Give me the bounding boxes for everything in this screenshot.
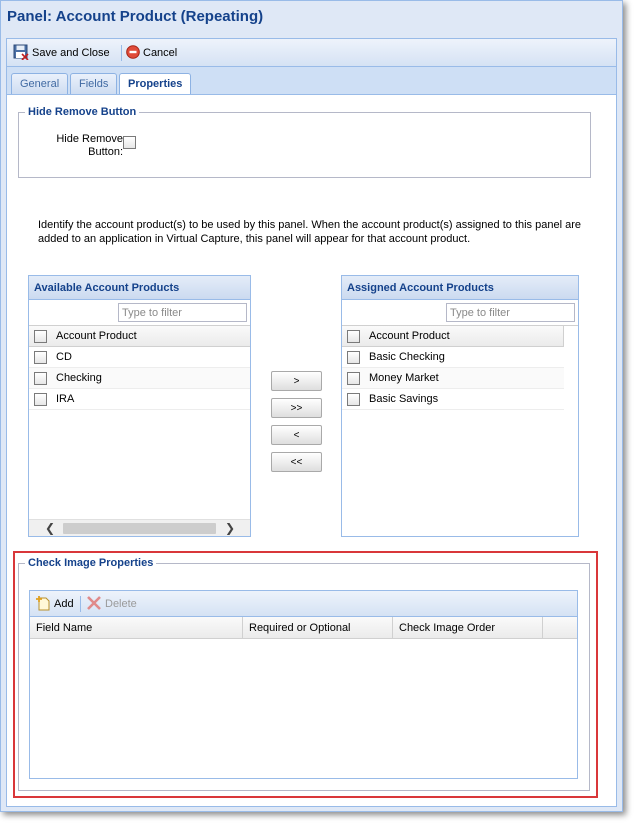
row-checkbox[interactable]	[34, 393, 47, 406]
delete-icon	[86, 595, 102, 614]
check-image-legend: Check Image Properties	[28, 557, 154, 569]
tab-general[interactable]: General	[11, 73, 68, 95]
hide-remove-label: Hide Remove Button:	[56, 133, 123, 158]
assigned-row-label: Basic Checking	[369, 351, 445, 363]
column-required-or-optional[interactable]: Required or Optional	[243, 617, 393, 639]
scroll-right-icon[interactable]: ❯	[225, 521, 236, 535]
available-column-label: Account Product	[56, 330, 137, 342]
available-row-label: IRA	[56, 393, 75, 405]
remove-selected-button[interactable]: <	[271, 425, 322, 445]
toolbar-separator	[121, 45, 122, 61]
check-image-grid	[29, 617, 578, 779]
delete-button[interactable]	[86, 596, 137, 612]
row-checkbox[interactable]	[347, 393, 360, 406]
scrollbar-thumb[interactable]	[63, 523, 216, 534]
save-and-close-button[interactable]	[13, 45, 110, 61]
cancel-button[interactable]	[126, 45, 177, 61]
assigned-products-title: Assigned Account Products	[342, 276, 578, 300]
remove-all-button[interactable]: <<	[271, 452, 322, 472]
list-item[interactable]	[29, 347, 250, 368]
available-filter-row	[29, 300, 250, 326]
assignment-description: Identify the account product(s) to be used by this panel. When the account product(s) assigned to this panel are added to an application in Virtual Capture, this panel will appear for that account product.	[38, 219, 581, 245]
tab-strip	[6, 67, 617, 95]
toolbar	[6, 38, 617, 67]
assigned-filter-row	[342, 300, 578, 326]
save-icon	[13, 44, 29, 63]
available-filter-input[interactable]	[118, 303, 247, 322]
add-label: Add	[54, 598, 74, 610]
assigned-select-all-checkbox[interactable]	[347, 330, 360, 343]
check-image-toolbar	[29, 590, 578, 617]
assigned-column-header	[342, 326, 564, 347]
add-selected-button[interactable]: >	[271, 371, 322, 391]
available-column-header	[29, 326, 250, 347]
available-row-label: CD	[56, 351, 72, 363]
list-item[interactable]	[342, 389, 564, 410]
list-item[interactable]	[342, 368, 564, 389]
hide-remove-checkbox[interactable]	[123, 136, 136, 149]
toolbar-separator	[80, 596, 81, 612]
row-checkbox[interactable]	[34, 372, 47, 385]
delete-label: Delete	[105, 598, 137, 610]
list-item[interactable]	[29, 368, 250, 389]
save-and-close-label: Save and Close	[32, 47, 110, 59]
list-item[interactable]	[29, 389, 250, 410]
row-checkbox[interactable]	[34, 351, 47, 364]
horizontal-scrollbar[interactable]	[29, 519, 250, 536]
cancel-icon	[126, 45, 140, 62]
assigned-row-label: Money Market	[369, 372, 439, 384]
list-item[interactable]	[342, 347, 564, 368]
row-checkbox[interactable]	[347, 351, 360, 364]
add-all-button[interactable]: >>	[271, 398, 322, 418]
available-select-all-checkbox[interactable]	[34, 330, 47, 343]
available-row-label: Checking	[56, 372, 102, 384]
add-icon	[35, 595, 51, 614]
available-products-grid	[28, 275, 251, 537]
row-checkbox[interactable]	[347, 372, 360, 385]
add-button[interactable]	[35, 596, 74, 612]
window-title: Panel: Account Product (Repeating)	[7, 8, 264, 25]
tab-fields[interactable]: Fields	[70, 73, 117, 95]
check-image-column-header	[30, 617, 577, 639]
column-check-image-order[interactable]: Check Image Order	[393, 617, 543, 639]
scroll-left-icon[interactable]: ❮	[45, 521, 56, 535]
assigned-row-label: Basic Savings	[369, 393, 439, 405]
assigned-products-grid	[341, 275, 579, 537]
column-field-name[interactable]: Field Name	[30, 617, 243, 639]
assigned-filter-input[interactable]	[446, 303, 575, 322]
tab-properties[interactable]: Properties	[119, 73, 191, 96]
cancel-label: Cancel	[143, 47, 178, 59]
hide-remove-legend: Hide Remove Button	[28, 106, 137, 118]
assigned-column-label: Account Product	[369, 330, 450, 342]
available-products-title: Available Account Products	[29, 276, 250, 300]
